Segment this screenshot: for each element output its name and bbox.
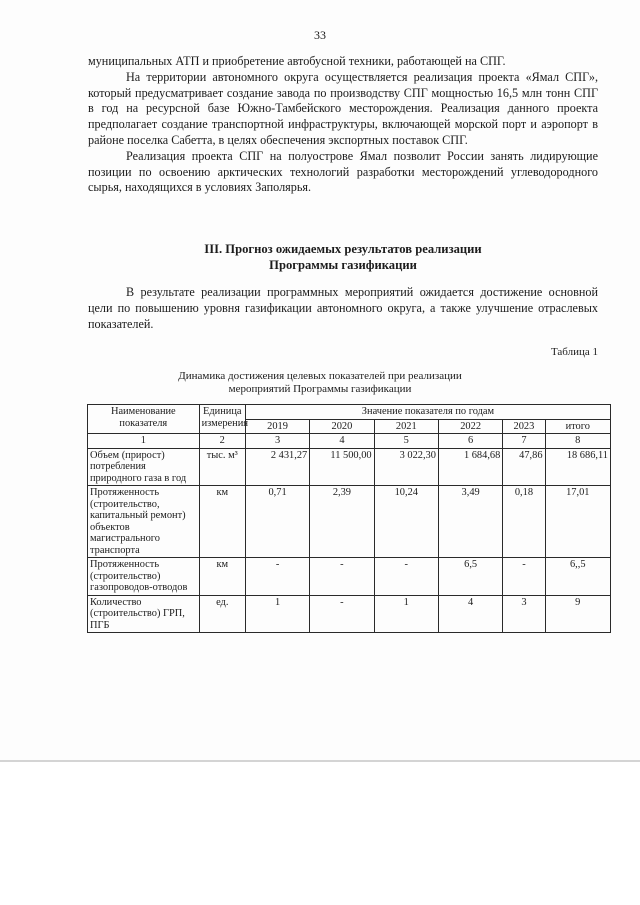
header-name: Наименование показателя xyxy=(88,405,200,434)
year-header: 2019 xyxy=(245,419,309,434)
result-paragraph: В результате реализации программных мероприятий ожидается достижение основной цели по повышению уровня газификации автономного округа, а также улучшение отраслевых показателей. xyxy=(88,285,598,331)
row-value: - xyxy=(374,558,438,596)
header-unit: Единица измерения xyxy=(199,405,245,434)
result-text xyxy=(88,285,598,332)
paragraph-3: Реализация проекта СПГ на полуострове Ямал позволит России занять лидирующие позиции по освоению арктических технологий разработки месторождений углеводородного сырья, находящихся в условиях Заполярья. xyxy=(88,148,598,195)
row-value: 6,5 xyxy=(438,558,502,596)
row-unit: км xyxy=(199,558,245,596)
section-heading-line-2: Программы газификации xyxy=(269,258,417,272)
column-number: 6 xyxy=(438,434,502,449)
year-header: 2023 xyxy=(503,419,545,434)
column-number: 7 xyxy=(503,434,545,449)
row-value: 1 xyxy=(245,595,309,633)
row-value: 1 xyxy=(374,595,438,633)
total-header: итого xyxy=(545,419,610,434)
table-row xyxy=(88,558,611,596)
row-value: 4 xyxy=(438,595,502,633)
section-heading xyxy=(88,241,598,273)
table-row xyxy=(88,448,611,486)
table-caption-line-2: мероприятий Программы газификации xyxy=(228,382,412,395)
table-row xyxy=(88,595,611,633)
header-values-group: Значение показателя по годам xyxy=(245,405,610,420)
row-value: 0,71 xyxy=(245,486,309,558)
page-number: 33 xyxy=(314,28,326,42)
table-header-row xyxy=(88,405,611,420)
row-name: Протяженность (строительство, капитальный ремонт) объектов магистрального транспорта xyxy=(88,486,200,558)
row-value: 3 xyxy=(503,595,545,633)
row-value: 3,49 xyxy=(438,486,502,558)
column-number: 1 xyxy=(88,434,200,449)
row-unit: ед. xyxy=(199,595,245,633)
row-value: 1 684,68 xyxy=(438,448,502,486)
year-header: 2021 xyxy=(374,419,438,434)
row-unit: тыс. м³ xyxy=(199,448,245,486)
table-caption xyxy=(150,370,490,395)
row-value: - xyxy=(503,558,545,596)
section-heading-line-1: III. Прогноз ожидаемых результатов реализации xyxy=(204,242,482,256)
paragraph-1: муниципальных АТП и приобретение автобусной техники, работающей на СПГ. xyxy=(88,54,506,68)
row-value: 3 022,30 xyxy=(374,448,438,486)
row-unit: км xyxy=(199,486,245,558)
row-name: Протяженность (строительство) газопроводов-отводов xyxy=(88,558,200,596)
row-value: 47,86 xyxy=(503,448,545,486)
column-number: 5 xyxy=(374,434,438,449)
row-value: 10,24 xyxy=(374,486,438,558)
row-value: - xyxy=(310,595,374,633)
column-number-row xyxy=(88,434,611,449)
row-value: 0,18 xyxy=(503,486,545,558)
table-caption-line-1: Динамика достижения целевых показателей при реализации xyxy=(178,370,462,382)
row-value: - xyxy=(310,558,374,596)
row-value: 11 500,00 xyxy=(310,448,374,486)
year-header: 2020 xyxy=(310,419,374,434)
row-total: 18 686,11 xyxy=(545,448,610,486)
paragraph-2: На территории автономного округа осуществляется реализация проекта «Ямал СПГ», который предусматривает создание завода по производству СПГ мощностью 16,5 млн тонн СПГ в год на ресурсной базе Южно-Тамбейского месторождения. Реализация данного проекта предполагает создание транспортной инфраструктуры, включающей морской порт и аэропорт в районе поселка Сабетта, в целях обеспечения экспортных поставок СПГ. xyxy=(88,69,598,147)
column-number: 4 xyxy=(310,434,374,449)
column-number: 3 xyxy=(245,434,309,449)
table-row xyxy=(88,486,611,558)
row-value: 2,39 xyxy=(310,486,374,558)
row-total: 6,,5 xyxy=(545,558,610,596)
row-total: 9 xyxy=(545,595,610,633)
row-name: Объем (прирост) потребления природного газа в год xyxy=(88,448,200,486)
column-number: 8 xyxy=(545,434,610,449)
indicators-table xyxy=(87,404,611,633)
page-edge xyxy=(0,760,640,762)
row-value: - xyxy=(245,558,309,596)
row-value: 2 431,27 xyxy=(245,448,309,486)
row-total: 17,01 xyxy=(545,486,610,558)
table-label: Таблица 1 xyxy=(550,346,598,358)
year-header: 2022 xyxy=(438,419,502,434)
row-name: Количество (строительство) ГРП, ПГБ xyxy=(88,595,200,633)
intro-text xyxy=(88,54,598,196)
column-number: 2 xyxy=(199,434,245,449)
